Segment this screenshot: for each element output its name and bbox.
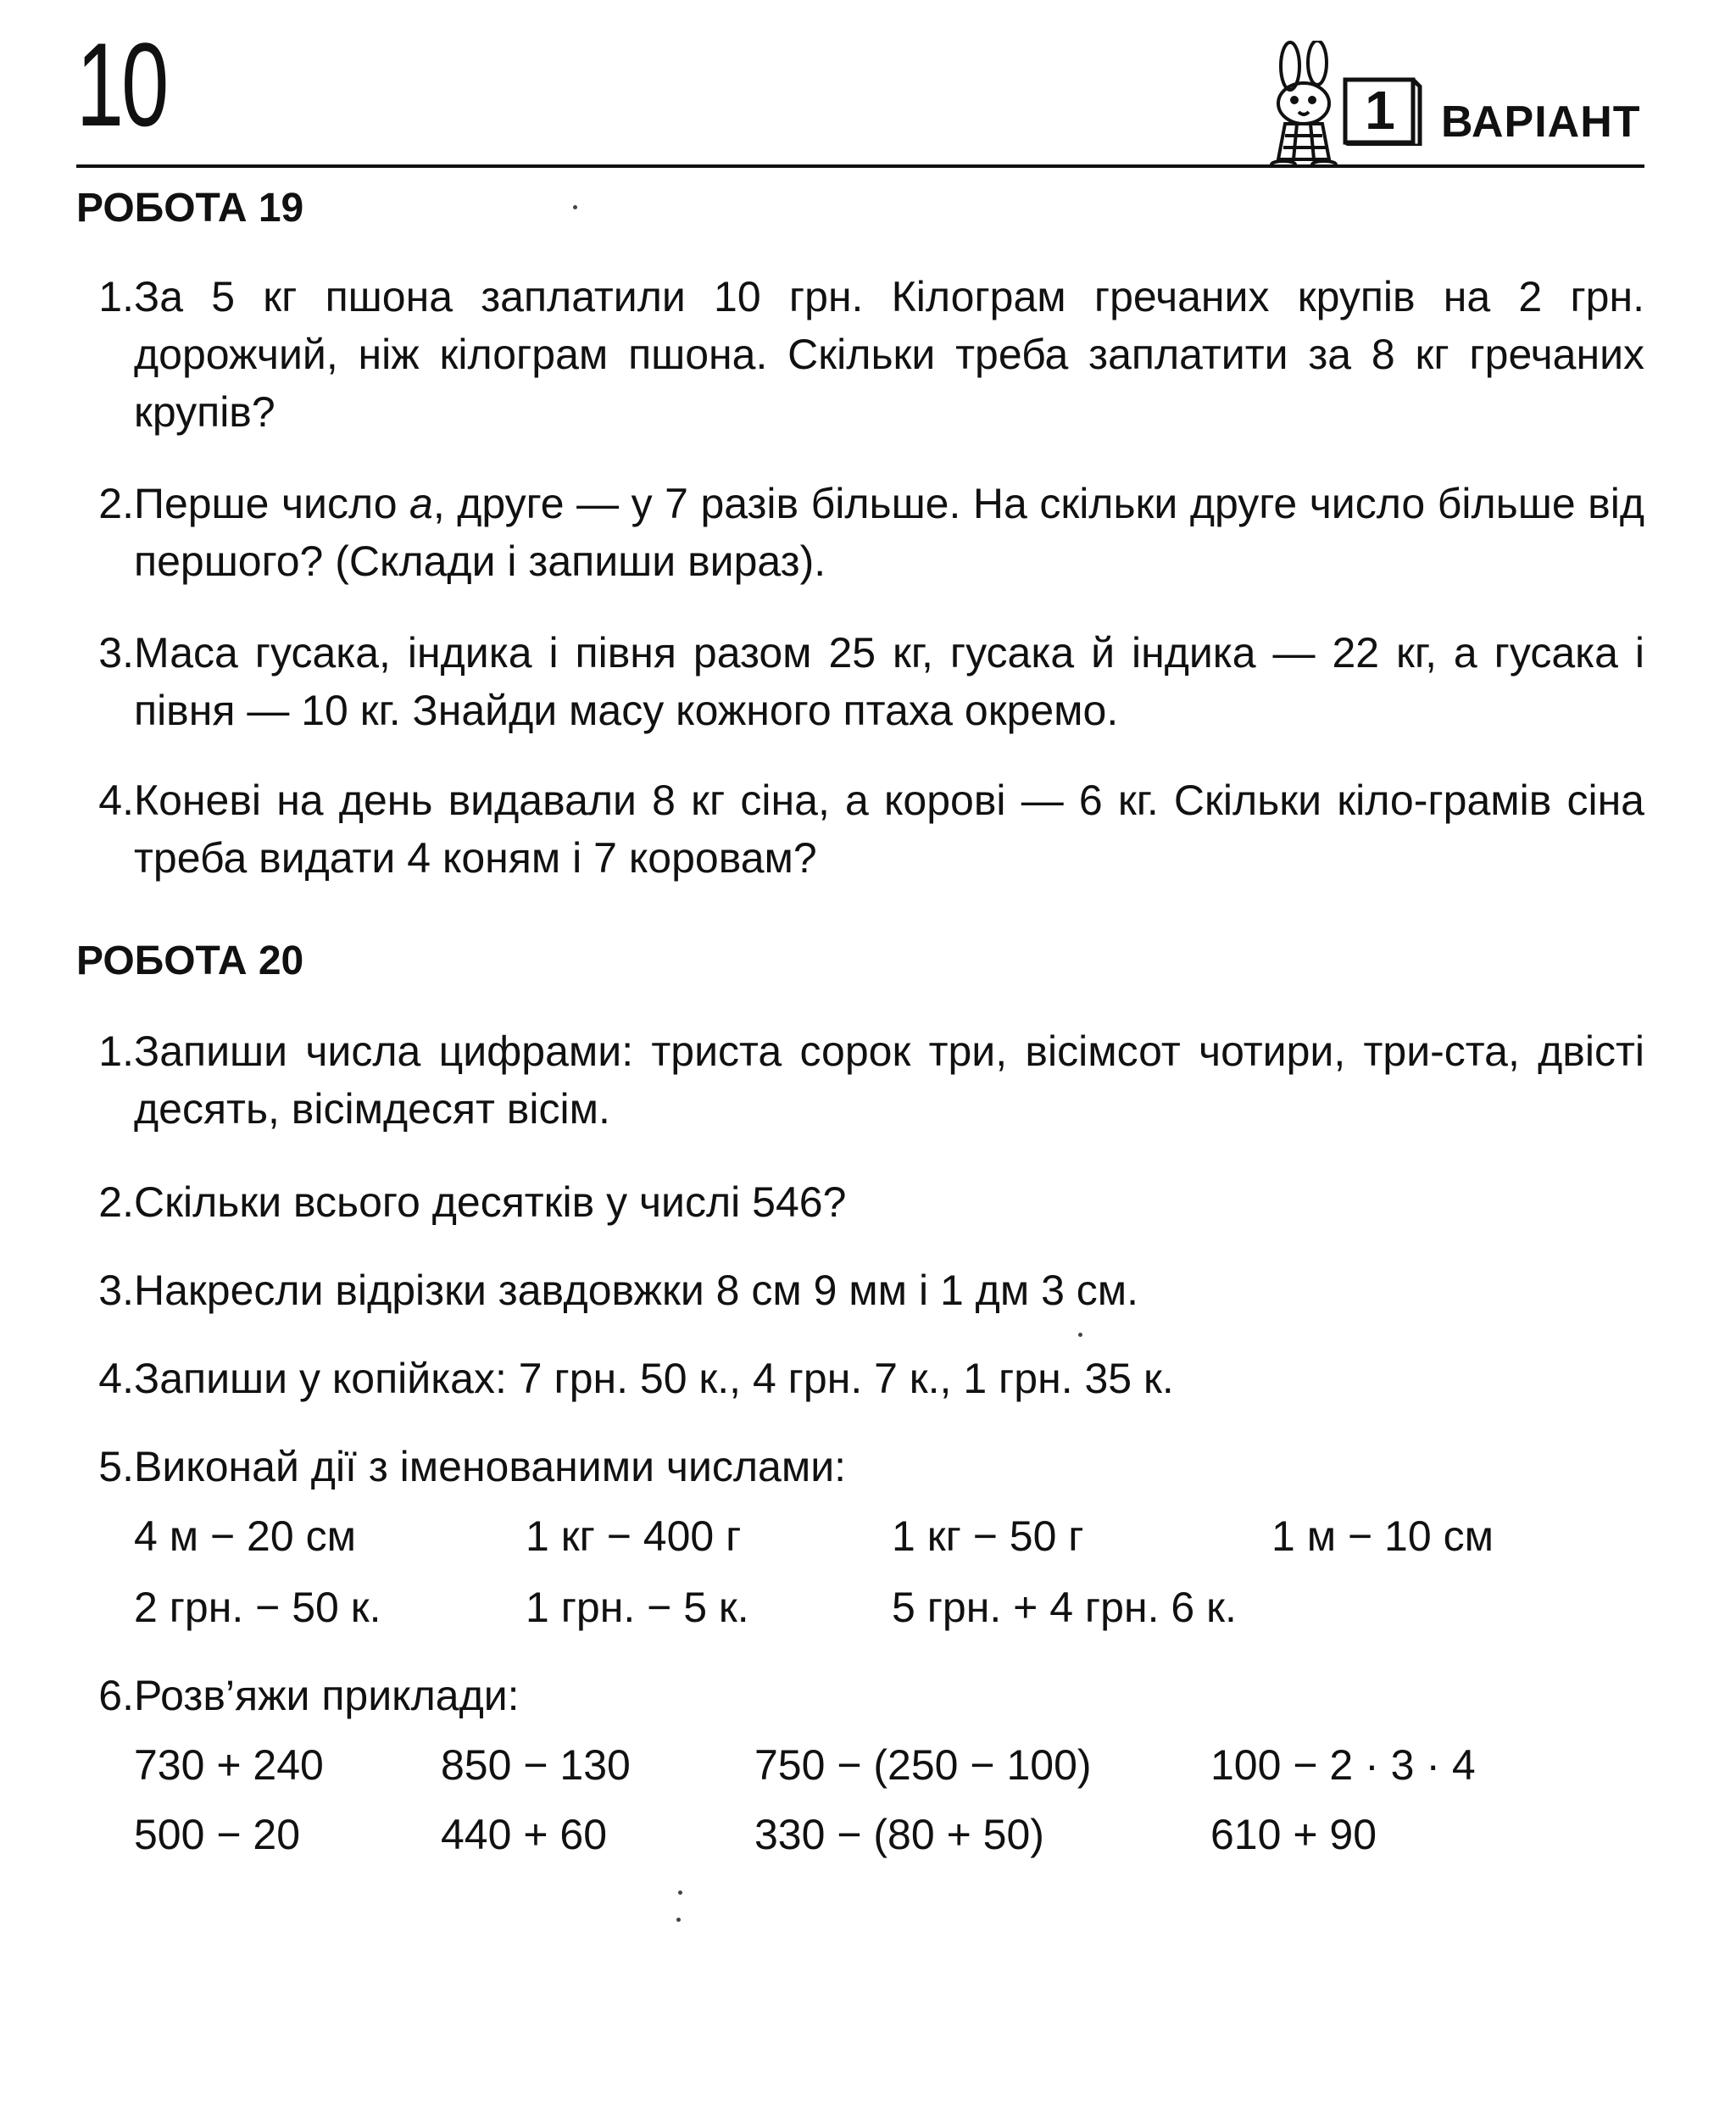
expression: 750 − (250 − 100): [754, 1741, 1092, 1789]
page-number: 10: [76, 18, 167, 151]
expression: 2 грн. − 50 к.: [134, 1584, 381, 1631]
expression: 1 грн. − 5 к.: [526, 1584, 749, 1631]
work20-task-6: [76, 1667, 1644, 1724]
expression: 730 + 240: [134, 1741, 324, 1789]
task-number: 3.: [98, 629, 134, 677]
task-number: 2.: [98, 1178, 134, 1226]
variant-number: 1: [1365, 80, 1395, 141]
work19-task-1: [76, 268, 1644, 441]
scan-speck: [676, 1918, 681, 1922]
task-text: Маса гусака, індика і півня разом 25 кг, гусака й індика — 22 кг, а гусака і півня — 10 кг. Знайди масу кожного птаха окремо.: [134, 629, 1644, 734]
task-text: За 5 кг пшона заплатили 10 грн. Кілограм гречаних крупів на 2 грн. дорожчий, ніж кілограм пшона. Скільки треба заплатити за 8 кг гречаних крупів?: [134, 273, 1644, 436]
expression: 440 + 60: [441, 1811, 608, 1858]
task-number: 4.: [98, 1355, 134, 1402]
task-number: 6.: [98, 1672, 134, 1719]
expression: 1 кг − 400 г: [526, 1512, 742, 1560]
work19-task-4: [76, 771, 1644, 887]
expression: 330 − (80 + 50): [754, 1811, 1044, 1858]
expression: 100 − 2 · 3 · 4: [1210, 1741, 1476, 1789]
task-number: 4.: [98, 777, 134, 824]
task-text: Запиши числа цифрами: триста сорок три, вісімсот чотири, три-ста, двісті десять, вісімдесят вісім.: [134, 1027, 1644, 1133]
expression: 5 грн. + 4 грн. 6 к.: [892, 1584, 1237, 1631]
variable-a: a: [409, 480, 433, 527]
work20-task-4: [76, 1350, 1644, 1407]
task-text: Виконай дії з іменованими числами:: [134, 1443, 847, 1490]
expression: 4 м − 20 см: [134, 1512, 356, 1560]
work20-task-2: [76, 1173, 1644, 1231]
scan-speck: [1078, 1333, 1082, 1337]
work20-task-3: [76, 1261, 1644, 1319]
task-number: 3.: [98, 1267, 134, 1314]
work19-title: РОБОТА 19: [76, 186, 304, 231]
scan-speck: [573, 205, 577, 209]
work20-title: РОБОТА 20: [76, 938, 304, 983]
expression: 850 − 130: [441, 1741, 631, 1789]
task-text: Перше число a, друге — у 7 разів більше. На скільки друге число більше від першого? (Склади і запиши вираз).: [134, 480, 1644, 585]
task-text: Скільки всього десятків у числі 546?: [134, 1178, 847, 1226]
work20-task-1: [76, 1022, 1644, 1138]
expression: 1 кг − 50 г: [892, 1512, 1084, 1560]
scan-speck: [678, 1890, 682, 1895]
expression: 610 + 90: [1210, 1811, 1377, 1858]
task-number: 1.: [98, 273, 134, 320]
task-text: Коневі на день видавали 8 кг сіна, а корові — 6 кг. Скільки кіло-грамів сіна треба видати 4 коням і 7 коровам?: [134, 777, 1644, 882]
header-divider: [76, 164, 1644, 168]
task-text: Запиши у копійках: 7 грн. 50 к., 4 грн. 7 к., 1 грн. 35 к.: [134, 1355, 1174, 1402]
task-text: Розв’яжи приклади:: [134, 1672, 520, 1719]
variant-label: ВАРІАНТ: [1441, 97, 1641, 147]
expression: 500 − 20: [134, 1811, 301, 1858]
work19-task-3: [76, 624, 1644, 739]
expression: 1 м − 10 см: [1271, 1512, 1494, 1560]
task-number: 5.: [98, 1443, 134, 1490]
task-number: 1.: [98, 1027, 134, 1075]
task-number: 2.: [98, 480, 134, 527]
work20-task-5: [76, 1438, 1644, 1495]
task-text: Накресли відрізки завдовжки 8 см 9 мм і 1 дм 3 см.: [134, 1267, 1139, 1314]
work19-task-2: [76, 475, 1644, 590]
